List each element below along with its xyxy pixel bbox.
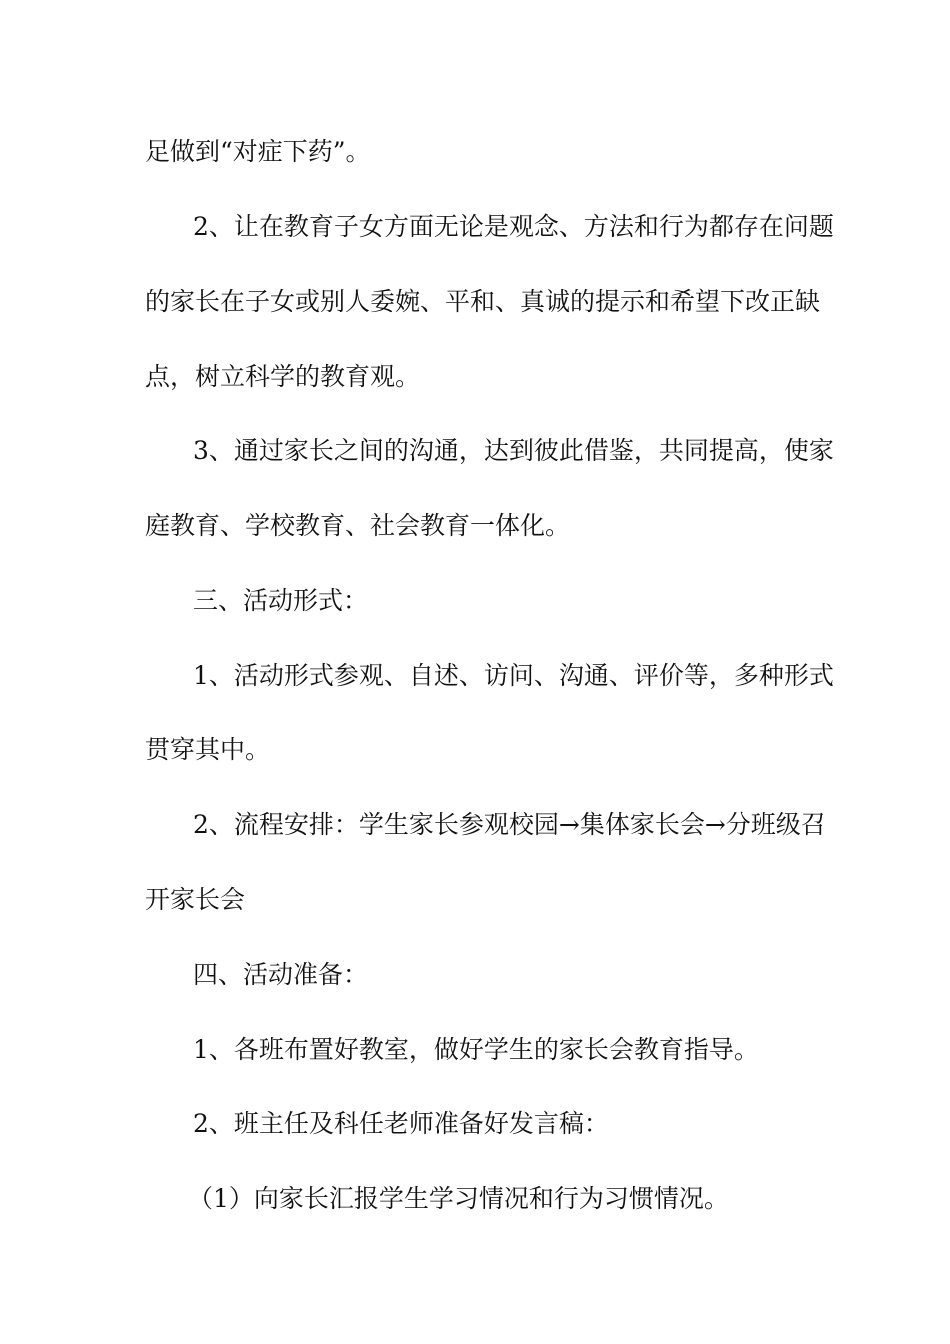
text-line: 1、各班布置好教室，做好学生的家长会教育指导。 bbox=[193, 1035, 759, 1064]
text-line: 3、通过家长之间的沟通，达到彼此借鉴，共同提高，使家 bbox=[193, 436, 834, 465]
text-line: 点，树立科学的教育观。 bbox=[145, 362, 421, 391]
text-line: 开家长会 bbox=[145, 885, 246, 914]
text-line: 足做到“对症下药”。 bbox=[145, 137, 371, 166]
text-line: 庭教育、学校教育、社会教育一体化。 bbox=[145, 511, 571, 540]
text-line: 2、班主任及科任老师准备好发言稿： bbox=[193, 1109, 609, 1138]
text-line: （1）向家长汇报学生学习情况和行为习惯情况。 bbox=[188, 1184, 729, 1213]
text-line: 1、活动形式参观、自述、访问、沟通、评价等，多种形式 bbox=[193, 661, 834, 690]
text-line: 的家长在子女或别人委婉、平和、真诚的提示和希望下改正缺 bbox=[145, 287, 821, 316]
section-heading: 四、活动准备： bbox=[193, 960, 369, 989]
text-line: 2、让在教育子女方面无论是观念、方法和行为都存在问题 bbox=[193, 212, 834, 241]
section-heading: 三、活动形式： bbox=[193, 586, 369, 615]
text-line: 2、流程安排：学生家长参观校园→集体家长会→分班级召 bbox=[193, 810, 826, 839]
text-line: 贯穿其中。 bbox=[145, 735, 271, 764]
